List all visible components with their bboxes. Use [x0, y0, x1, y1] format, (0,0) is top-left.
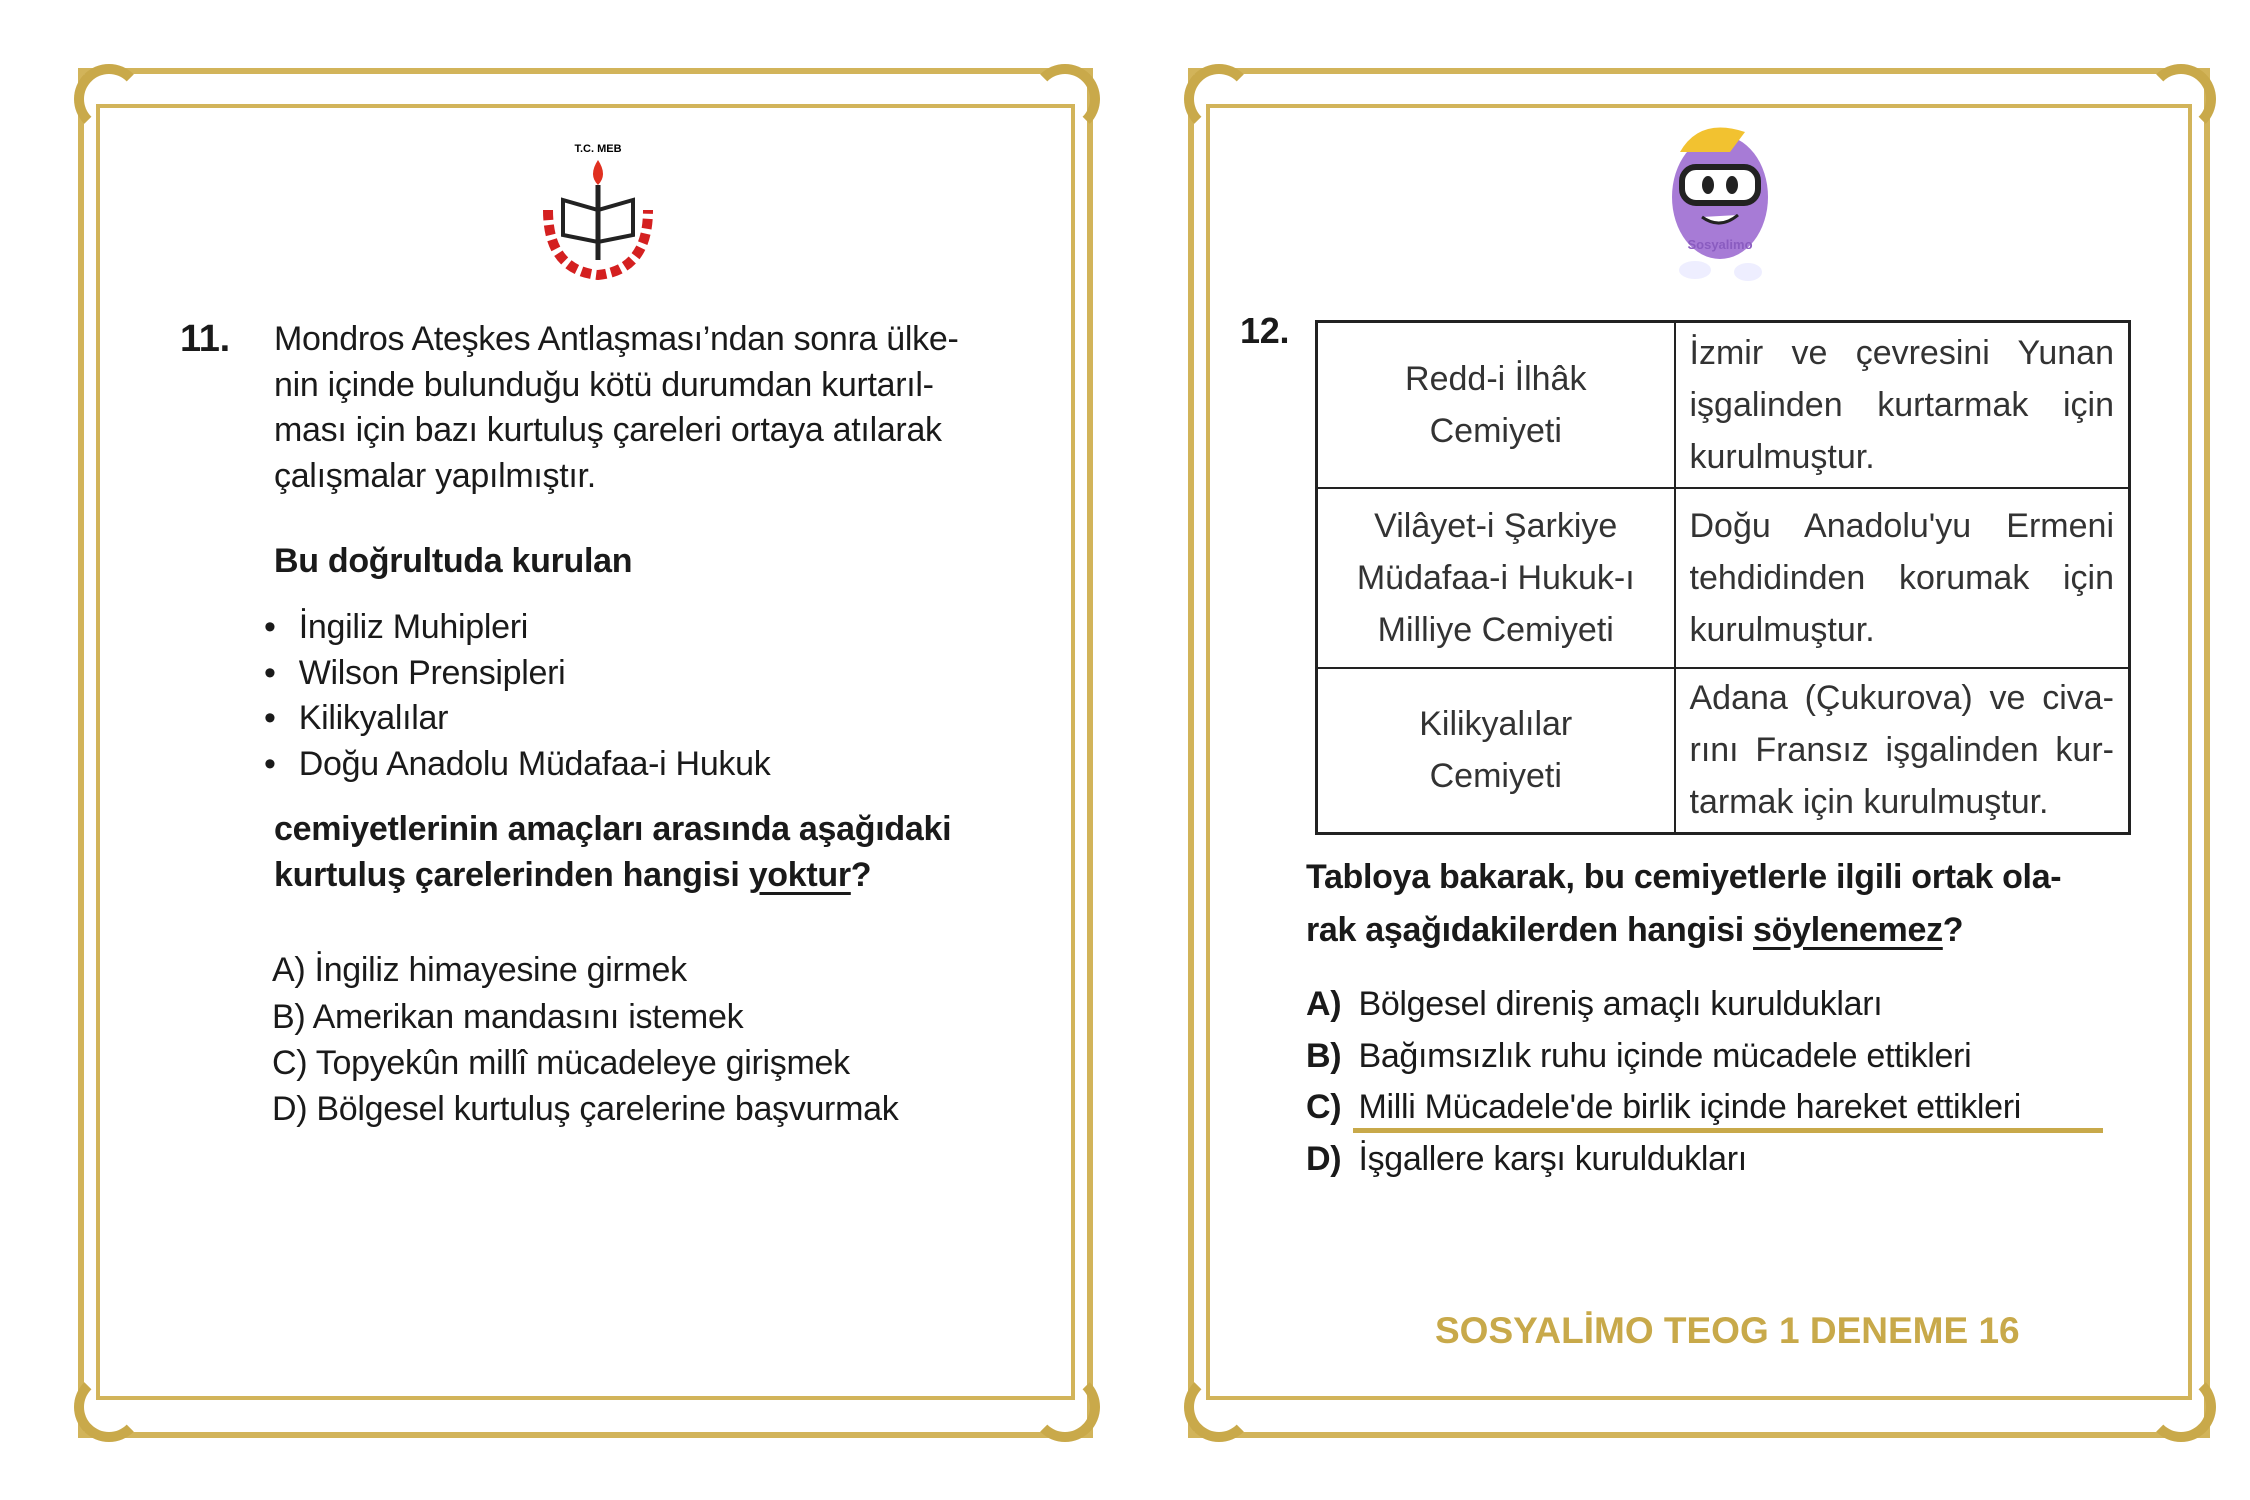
corner-ornament [2146, 64, 2216, 134]
corner-ornament [1030, 64, 1100, 134]
table-cell-desc [1675, 322, 2130, 488]
q11-question-text: kurtuluş çarelerinden hangisi [274, 856, 749, 894]
associations-table [1315, 320, 2131, 835]
bullet-item: • Doğu Anadolu Müdafaa-i Hukuk [264, 745, 771, 783]
cell-line: rını Fransız işgalinden kur- [1689, 731, 2114, 770]
table-cell-name [1317, 488, 1675, 668]
table-cell-name [1317, 322, 1675, 488]
corner-ornament [74, 1372, 144, 1442]
option-text: Milli Mücadele'de birlik içinde hareket ettikleri [1358, 1088, 2022, 1126]
q11-intro-line: ması için bazı kurtuluş çareleri ortaya atılarak [274, 411, 942, 449]
bullet-item: • Kilikyalılar [264, 699, 449, 737]
cell-line: Vilâyet-i Şarkiye [1374, 506, 1618, 545]
corner-ornament [1030, 1372, 1100, 1442]
cell-line: kurulmuştur. [1689, 610, 1875, 649]
table-cell-desc [1675, 668, 2130, 834]
q11-question-line: cemiyetlerinin amaçları arasında aşağıdaki [274, 810, 952, 848]
cell-line: Adana (Çukurova) ve civa- [1689, 679, 2114, 718]
bullet-label: İngiliz Muhipleri [298, 608, 528, 646]
answer-underline [1353, 1128, 2103, 1133]
cell-line: Milliye Cemiyeti [1377, 610, 1614, 649]
footer-title: SOSYALİMO TEOG 1 DENEME 16 [1435, 1310, 2020, 1351]
q11-intro-line: Mondros Ateşkes Antlaşması’ndan sonra ülke- [274, 320, 959, 358]
cell-line: tehdidinden korumak için [1689, 558, 2114, 597]
corner-ornament [1184, 1372, 1254, 1442]
q11-question-line [274, 856, 871, 895]
table-row [1317, 322, 2130, 488]
svg-text:T.C. MEB: T.C. MEB [574, 143, 622, 155]
corner-ornament [74, 64, 144, 134]
question-11-number: 11. [180, 318, 230, 360]
question-12-number: 12. [1240, 310, 1290, 351]
cell-line: Redd-i İlhâk [1405, 359, 1587, 398]
table-row [1317, 488, 2130, 668]
corner-ornament [2146, 1372, 2216, 1442]
q11-option-a[interactable]: A) İngiliz himayesine girmek [272, 951, 687, 989]
q11-lead: Bu doğrultuda kurulan [274, 542, 633, 580]
cell-line: kurulmuştur. [1689, 437, 1875, 476]
q11-option-b[interactable]: B) Amerikan mandasını istemek [272, 998, 744, 1036]
q12-question-text: rak aşağıdakilerden hangisi [1306, 911, 1754, 949]
cell-line: Doğu Anadolu'yu Ermeni [1689, 506, 2114, 545]
table-row [1317, 668, 2130, 834]
cell-line: işgalinden kurtarmak için [1689, 385, 2114, 424]
q12-option-d[interactable] [1306, 1140, 1747, 1179]
option-letter: C) [1306, 1088, 1342, 1126]
q12-emphasis: söylenemez [1753, 911, 1943, 949]
corner-ornament [1184, 64, 1254, 134]
bullet-label: Kilikyalılar [298, 699, 449, 737]
q11-option-d[interactable]: D) Bölgesel kurtuluş çarelerine başvurmak [272, 1090, 899, 1128]
q12-option-b[interactable] [1306, 1037, 1971, 1076]
cell-line: tarmak için kurulmuştur. [1689, 783, 2049, 822]
cell-line: Müdafaa-i Hukuk-ı [1356, 558, 1635, 597]
q11-emphasis: yoktur [748, 856, 851, 894]
cell-line: Kilikyalılar [1419, 705, 1573, 744]
cell-line: Cemiyeti [1429, 757, 1562, 796]
option-text: Bağımsızlık ruhu içinde mücadele ettikleri [1358, 1037, 1972, 1075]
mascot-label: Sosyalimo [1687, 237, 1753, 252]
option-letter: A) [1306, 985, 1342, 1023]
option-text: Bölgesel direniş amaçlı kuruldukları [1358, 985, 1883, 1023]
q11-intro-line: nin içinde bulunduğu kötü durumdan kurtarıl- [274, 366, 934, 404]
q12-question-line [1306, 911, 1963, 950]
q12-option-a[interactable] [1306, 985, 1882, 1024]
q11-intro-line: çalışmalar yapılmıştır. [274, 457, 596, 495]
q11-question-mark: ? [850, 856, 872, 894]
bullet-item: • Wilson Prensipleri [264, 654, 566, 692]
bullet-label: Wilson Prensipleri [298, 654, 566, 692]
sosyalimo-mascot [1640, 112, 1800, 282]
option-text: İşgallere karşı kuruldukları [1358, 1140, 1747, 1178]
option-letter: D) [1306, 1140, 1342, 1178]
cell-line: Cemiyeti [1429, 411, 1562, 450]
cell-line: İzmir ve çevresini Yunan [1689, 333, 2114, 372]
option-letter: B) [1306, 1037, 1342, 1075]
q12-option-c[interactable] [1306, 1088, 2021, 1127]
meb-logo [518, 130, 678, 290]
q11-option-c[interactable]: C) Topyekûn millî mücadeleye girişmek [272, 1044, 850, 1082]
table-cell-desc [1675, 488, 2130, 668]
table-cell-name [1317, 668, 1675, 834]
bullet-label: Doğu Anadolu Müdafaa-i Hukuk [298, 745, 771, 783]
q12-question-line: Tabloya bakarak, bu cemiyetlerle ilgili ortak ola- [1306, 858, 2062, 896]
q12-question-mark: ? [1942, 911, 1964, 949]
bullet-item: • İngiliz Muhipleri [264, 608, 528, 646]
